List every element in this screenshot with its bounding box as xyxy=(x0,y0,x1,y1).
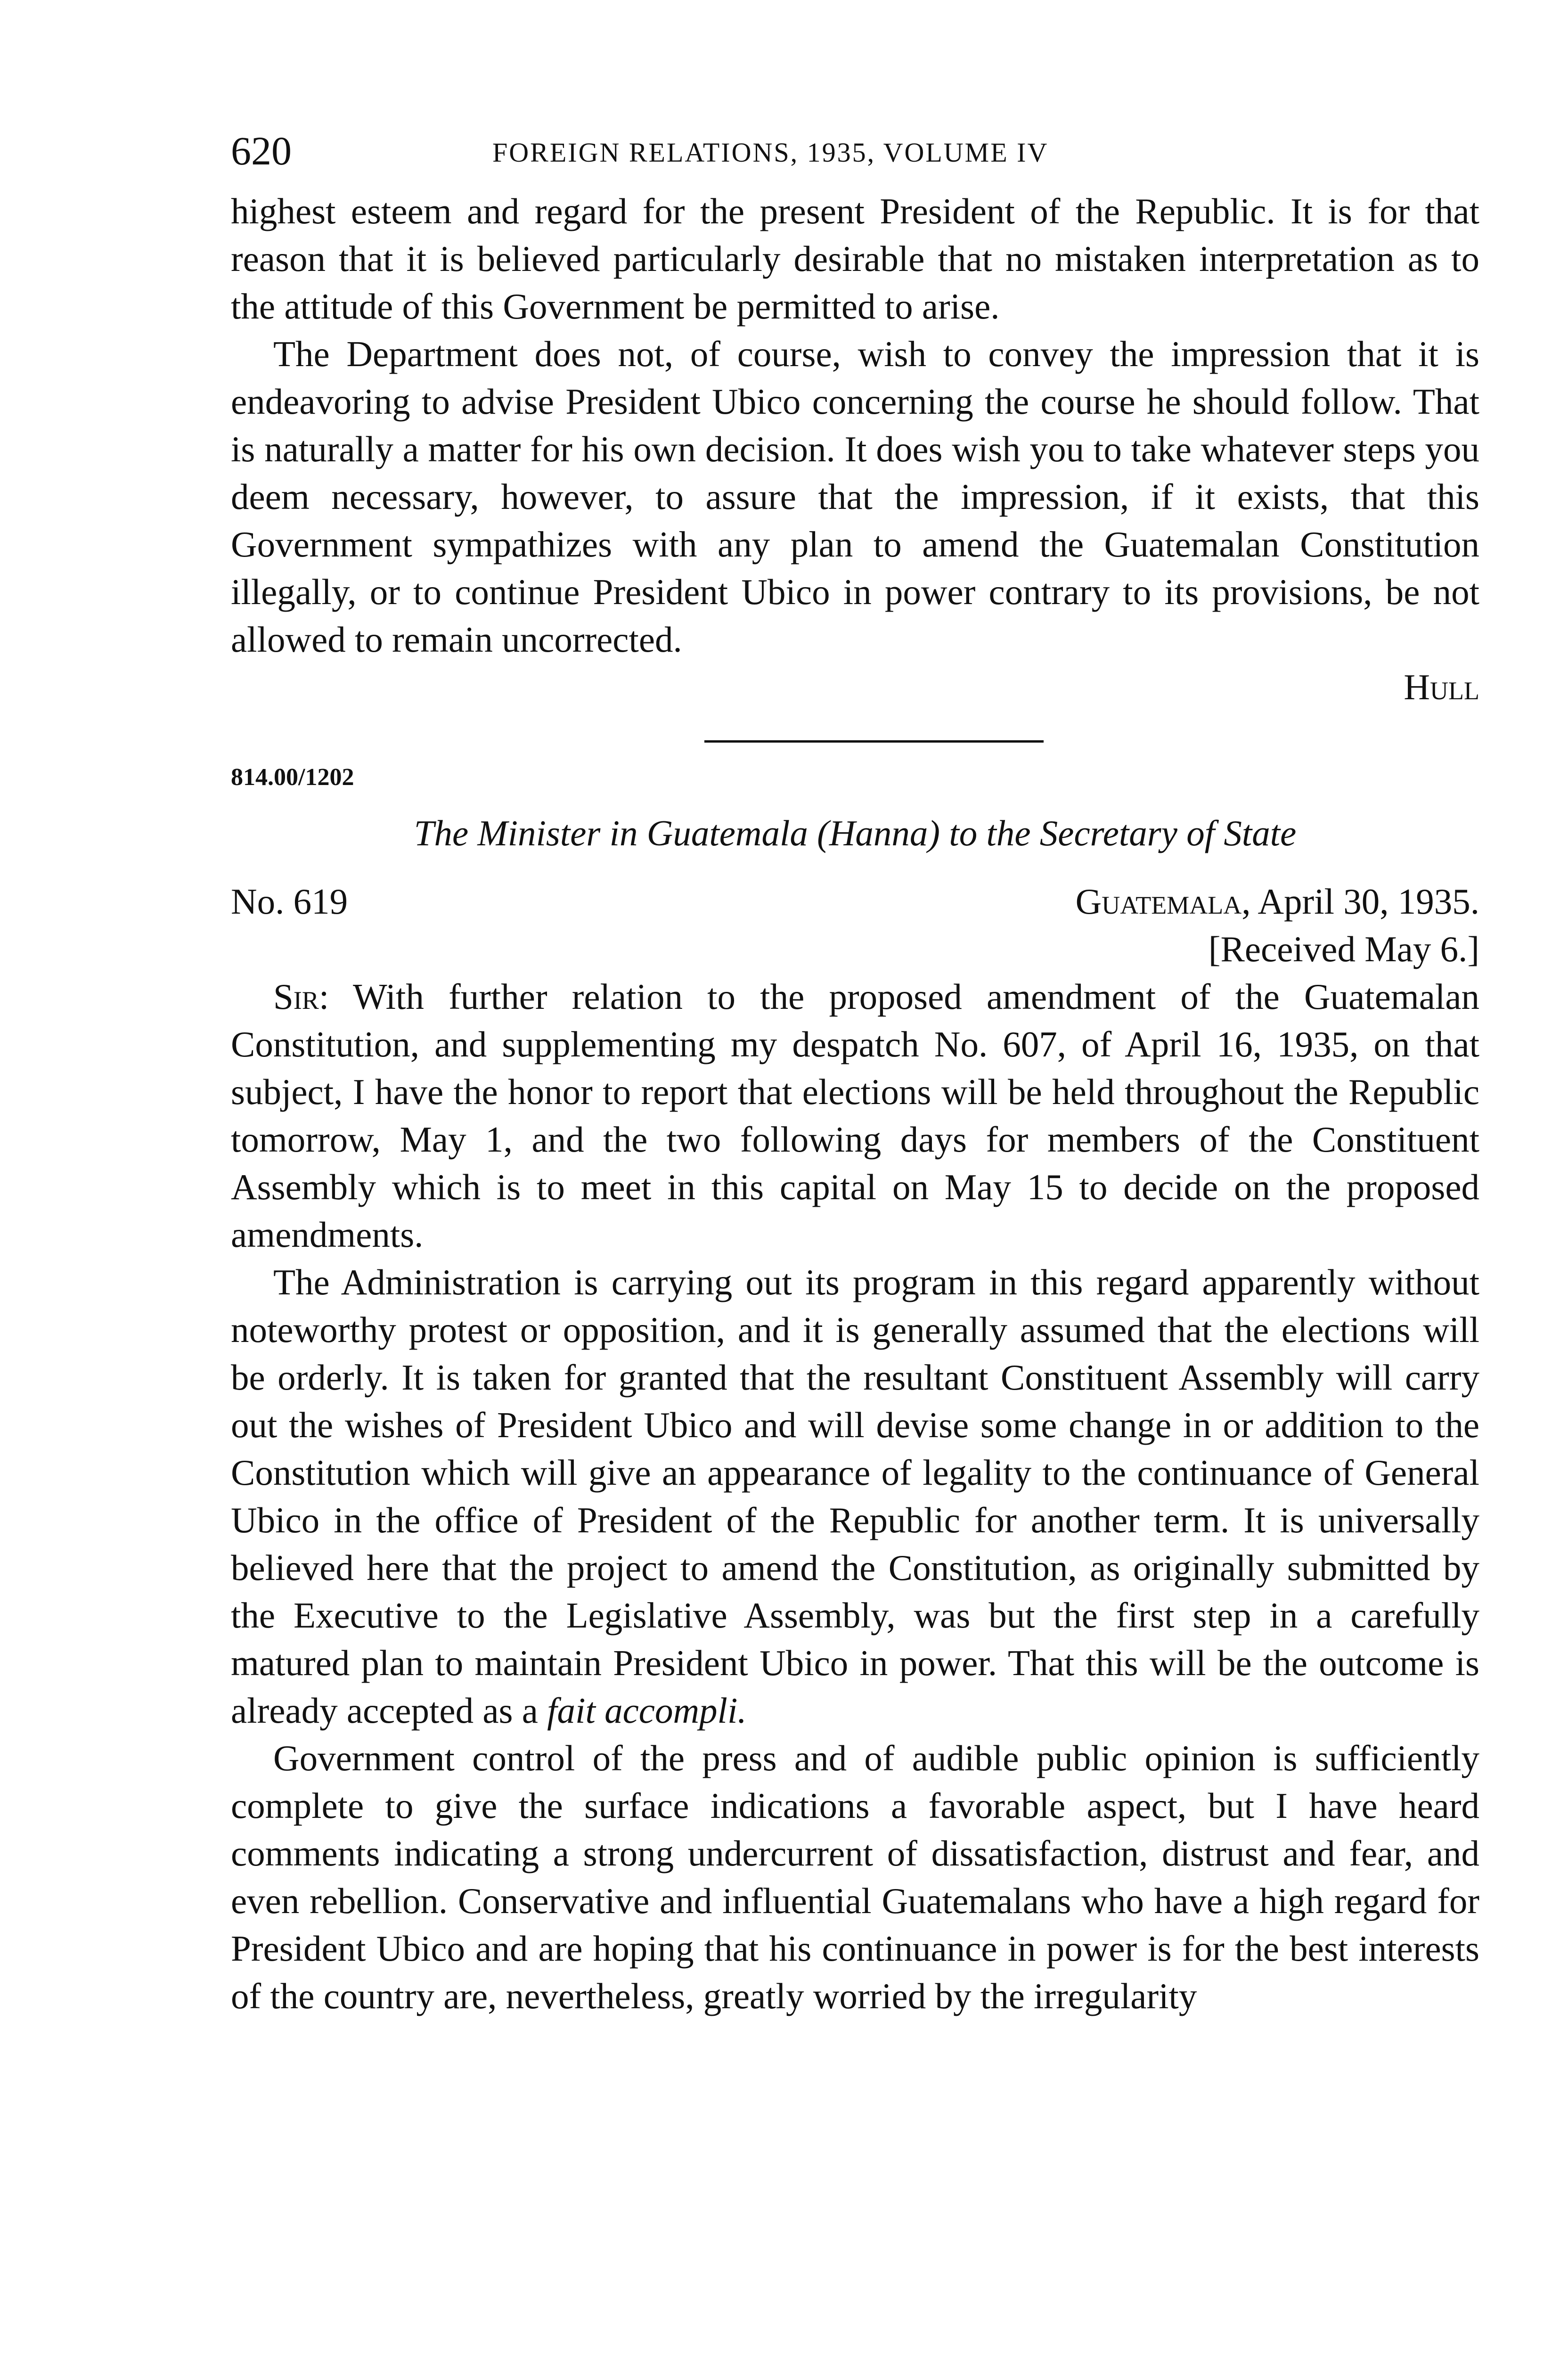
heading-part-2: ) to the Secretary of State xyxy=(928,813,1297,853)
salutation: Sir xyxy=(273,976,319,1017)
place: Guatemala xyxy=(1075,881,1242,922)
page-number: 620 xyxy=(231,128,292,173)
heading-part-1: The Minister in Guatemala ( xyxy=(414,813,829,853)
date: , April 30, 1935. xyxy=(1241,881,1479,922)
despatch-number: No. 619 xyxy=(231,881,348,922)
body-paragraph: Government control of the press and of audible public opinion is sufficiently complete to give the surface indications a favorable aspect, but I have heard comments indicating a strong undercurrent of dissatisfaction, distrust and fear, and even rebellion. Conservative and influential Guatemalans who have a high regard for President Ubico and are hoping that his continuance in power is for the best interests of the country are, nevertheless, greatly worried by the irregularity xyxy=(231,1738,1479,2016)
paragraph-text: The Administration is carrying out its program in this regard apparently without noteworthy protest or opposition, and it is generally assumed that the elections will be orderly. It is taken for granted that the resultant Constituent Assembly will carry out the wishes of President Ubico and will devise some change in or addition to the Constitution which will give an appearance of legality to the continuance of General Ubico in the office of President of the Republic for another term. It is universally believed here that the project to amend the Constitution, as originally submitted by the Executive to the Legislative Assembly, was but the first step in a carefully matured plan to maintain President Ubico in power. That this will be the outcome is already accepted as a xyxy=(231,1262,1479,1731)
body-paragraph: The Department does not, of course, wish to convey the impression that it is endeavoring to advise President Ubico concerning the course he should follow. That is naturally a matter for his own decision. It does wish you to take whatever steps you deem necessary, however, to assure that the impression, if it exists, that this Government sympathizes with any plan to amend the Guatemalan Constitution illegally, or to continue President Ubico in power contrary to its provisions, be not allowed to remain uncorrected. xyxy=(231,334,1479,660)
paragraph-text: : With further relation to the proposed amendment of the Guatemalan Constitution, and supplementing my despatch No. 607, of April 16, 1935, on that subject, I have the honor to report that elections will be held throughout the Republic tomorrow, May 1, and the two following days for members of the Constituent Assembly which is to meet in this capital on May 15 to decide on the proposed amendments. xyxy=(231,976,1479,1255)
place-date xyxy=(1076,878,1479,925)
document-heading xyxy=(231,810,1479,857)
italic-phrase: fait accompli. xyxy=(547,1690,747,1731)
heading-name: Hanna xyxy=(829,813,928,853)
file-number: 814.00/1202 xyxy=(231,764,354,791)
section-divider xyxy=(704,740,1044,743)
signature: Hull xyxy=(1404,667,1479,707)
document-page xyxy=(231,127,1479,2020)
received-date: [Received May 6.] xyxy=(1208,929,1479,969)
body-paragraph xyxy=(231,1259,1479,1734)
continued-paragraph: highest esteem and regard for the present President of the Republic. It is for that reason that it is believed particularly desirable that no mistaken interpretation as to the attitude of this Government be permitted to arise. xyxy=(231,191,1479,327)
running-title: FOREIGN RELATIONS, 1935, VOLUME IV xyxy=(492,137,1049,168)
body-paragraph xyxy=(231,973,1479,1259)
running-head xyxy=(231,127,1479,179)
dateline xyxy=(231,878,1479,925)
